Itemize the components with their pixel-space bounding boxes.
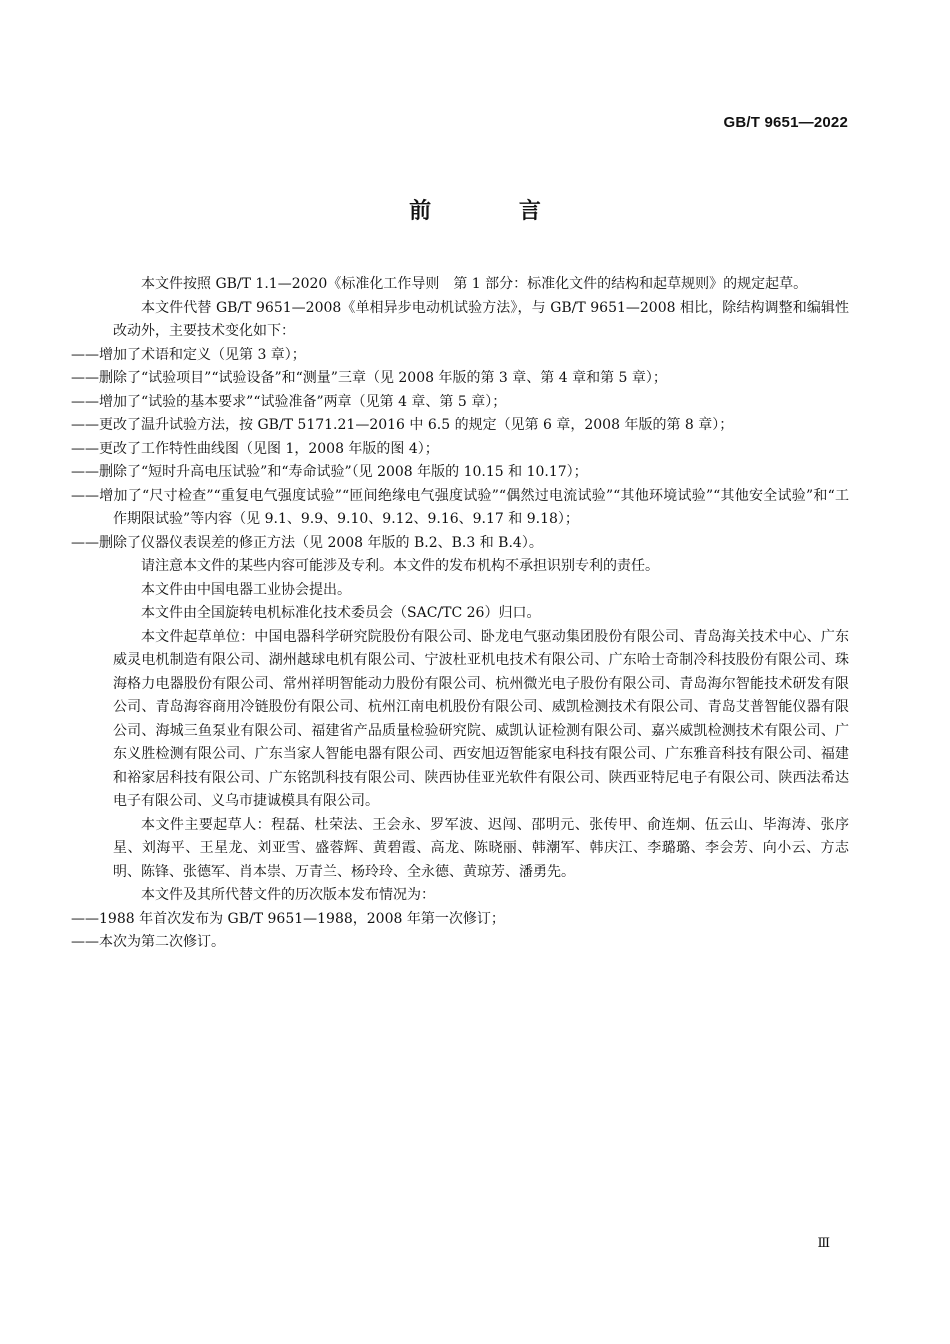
change-item: ——增加了术语和定义（见第 3 章）；: [71, 346, 306, 363]
paragraph-history-intro: 本文件及其所代替文件的历次版本发布情况为：: [141, 887, 435, 903]
foreword-body: [71, 273, 849, 955]
paragraph-drafting-basis: 本文件按照 GB/T 1.1—2020《标准化工作导则 第 1 部分：标准化文件的结构和起草规则》的规定起草。: [141, 276, 808, 292]
history-item: ——本次为第二次修订。: [71, 934, 225, 950]
change-item: ——更改了工作特性曲线图（见图 1，2008 年版的图 4）；: [71, 440, 439, 457]
page-title: 前 言: [409, 199, 581, 224]
standard-code: GB/T 9651—2022: [723, 114, 848, 131]
history-item: ——1988 年首次发布为 GB/T 9651—1988，2008 年第一次修订；: [71, 910, 505, 927]
page-number: Ⅲ: [817, 1236, 830, 1251]
paragraph-proposed-by: 本文件由中国电器工业协会提出。: [141, 581, 351, 598]
paragraph-drafters: 本文件主要起草人：程磊、杜荣法、王会永、罗军波、迟闯、邵明元、张传甲、俞连炯、伍云山、毕海涛、张序星、刘海平、王星龙、刘亚雪、盛蓉辉、黄碧霞、高龙、陈晓丽、韩潮军、韩庆江、李璐璐、李会芳、向小云、方志明、陈锋、张德军、肖本崇、万青兰、杨玲玲、全永德、黄琼芳、潘勇先。: [113, 816, 849, 880]
change-item: ——更改了温升试验方法，按 GB/T 5171.21—2016 中 6.5 的规定（见第 6 章，2008 年版的第 8 章）；: [71, 417, 734, 433]
paragraph-managed-by: 本文件由全国旋转电机标准化技术委员会（SAC/TC 26）归口。: [141, 605, 541, 621]
paragraph-patent-notice: 请注意本文件的某些内容可能涉及专利。本文件的发布机构不承担识别专利的责任。: [141, 558, 659, 574]
change-item: ——删除了“试验项目”“试验设备”和“测量”三章（见 2008 年版的第 3 章、第 4 章和第 5 章）；: [71, 370, 667, 386]
change-item: ——删除了仪器仪表误差的修正方法（见 2008 年版的 B.2、B.3 和 B.4）。: [71, 534, 543, 551]
change-item: ——删除了“短时升高电压试验”和“寿命试验”（见 2008 年版的 10.15 和 10.17）；: [71, 464, 588, 480]
paragraph-drafting-units: 本文件起草单位：中国电器科学研究院股份有限公司、卧龙电气驱动集团股份有限公司、青岛海关技术中心、广东威灵电机制造有限公司、湖州越球电机有限公司、宁波杜亚机电技术有限公司、广东哈士奇制冷科技股份有限公司、珠海格力电器股份有限公司、常州祥明智能动力股份有限公司、杭州微光电子股份有限公司、青岛海尔智能技术研发有限公司、青岛海容商用冷链股份有限公司、杭州江南电机股份有限公司、威凯检测技术有限公司、青岛艾普智能仪器有限公司、海城三鱼泵业有限公司、福建省产品质量检验研究院、威凯认证检测有限公司、嘉兴威凯检测技术有限公司、广东义胜检测有限公司、广东当家人智能电器有限公司、西安旭迈智能家电科技有限公司、广东雅音科技有限公司、福建和裕家居科技有限公司、广东铭凯科技有限公司、陕西协佳亚光软件有限公司、陕西亚特尼电子有限公司、陕西法希达电子有限公司、义乌市捷诚模具有限公司。: [113, 628, 849, 809]
change-item: ——增加了“尺寸检查”“重复电气强度试验”“匝间绝缘电气强度试验”“偶然过电流试验”“其他环境试验”“其他安全试验”和“工作期限试验”等内容（见 9.1、9.9、9.10、9.12、9.16、9.17 和 9.18）；: [71, 487, 849, 527]
paragraph-replacement: 本文件代替 GB/T 9651—2008《单相异步电动机试验方法》，与 GB/T 9651—2008 相比，除结构调整和编辑性改动外，主要技术变化如下：: [113, 299, 849, 339]
change-item: ——增加了“试验的基本要求”“试验准备”两章（见第 4 章、第 5 章）；: [71, 393, 507, 410]
